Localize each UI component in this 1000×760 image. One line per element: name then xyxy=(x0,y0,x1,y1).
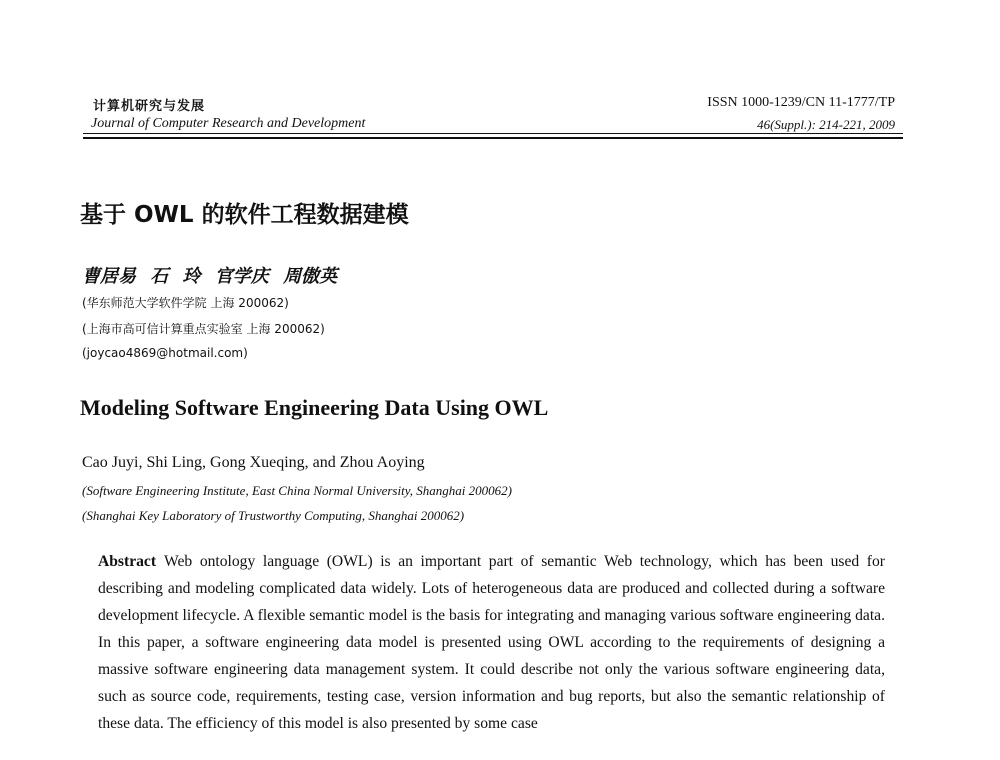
affiliation-en-1: (Software Engineering Institute, East China Normal University, Shanghai 200062) xyxy=(82,483,512,498)
abstract-text: Web ontology language (OWL) is an important part of semantic Web technology, which has been used for describing and modeling complicated data widely. Lots of heterogeneous data are produced and collected during a software development lifecycle. A flexible semantic model is the basis for integrating and managing various software engineering data. In this paper, a software engineering data model is presented using OWL according to the requirements of designing a massive software engineering data management system. It could describe not only the various software engineering data, such as source code, requirements, testing case, version information and bug reports, but also the semantic relationship of these data. The efficiency of this model is also presented by some case xyxy=(98,553,885,732)
abstract-block xyxy=(98,548,885,737)
abstract-label: Abstract xyxy=(98,553,157,570)
paper-title-cn: 基于 OWL 的软件工程数据建模 xyxy=(80,202,409,228)
authors-cn: 曹居易 石 玲 官学庆 周傲英 xyxy=(82,266,338,287)
journal-name-en: Journal of Computer Research and Development xyxy=(91,116,366,131)
header-rule-thick xyxy=(83,137,903,139)
paper-title-en: Modeling Software Engineering Data Using OWL xyxy=(80,395,549,420)
affiliation-en-2: (Shanghai Key Laboratory of Trustworthy Computing, Shanghai 200062) xyxy=(82,508,465,523)
affiliation-cn-1: (华东师范大学软件学院 上海 200062) xyxy=(82,296,289,310)
journal-name-cn: 计算机研究与发展 xyxy=(93,99,206,114)
issn-line: ISSN 1000-1239/CN 11-1777/TP xyxy=(707,95,895,110)
authors-en: Cao Juyi, Shi Ling, Gong Xueqing, and Zhou Aoying xyxy=(82,454,425,471)
volume-pages: 46(Suppl.): 214-221, 2009 xyxy=(757,117,895,132)
affiliation-cn-2: (上海市高可信计算重点实验室 上海 200062) xyxy=(82,322,325,336)
header-rule-thin xyxy=(83,133,903,134)
author-email: (joycao4869@hotmail.com) xyxy=(82,346,248,360)
